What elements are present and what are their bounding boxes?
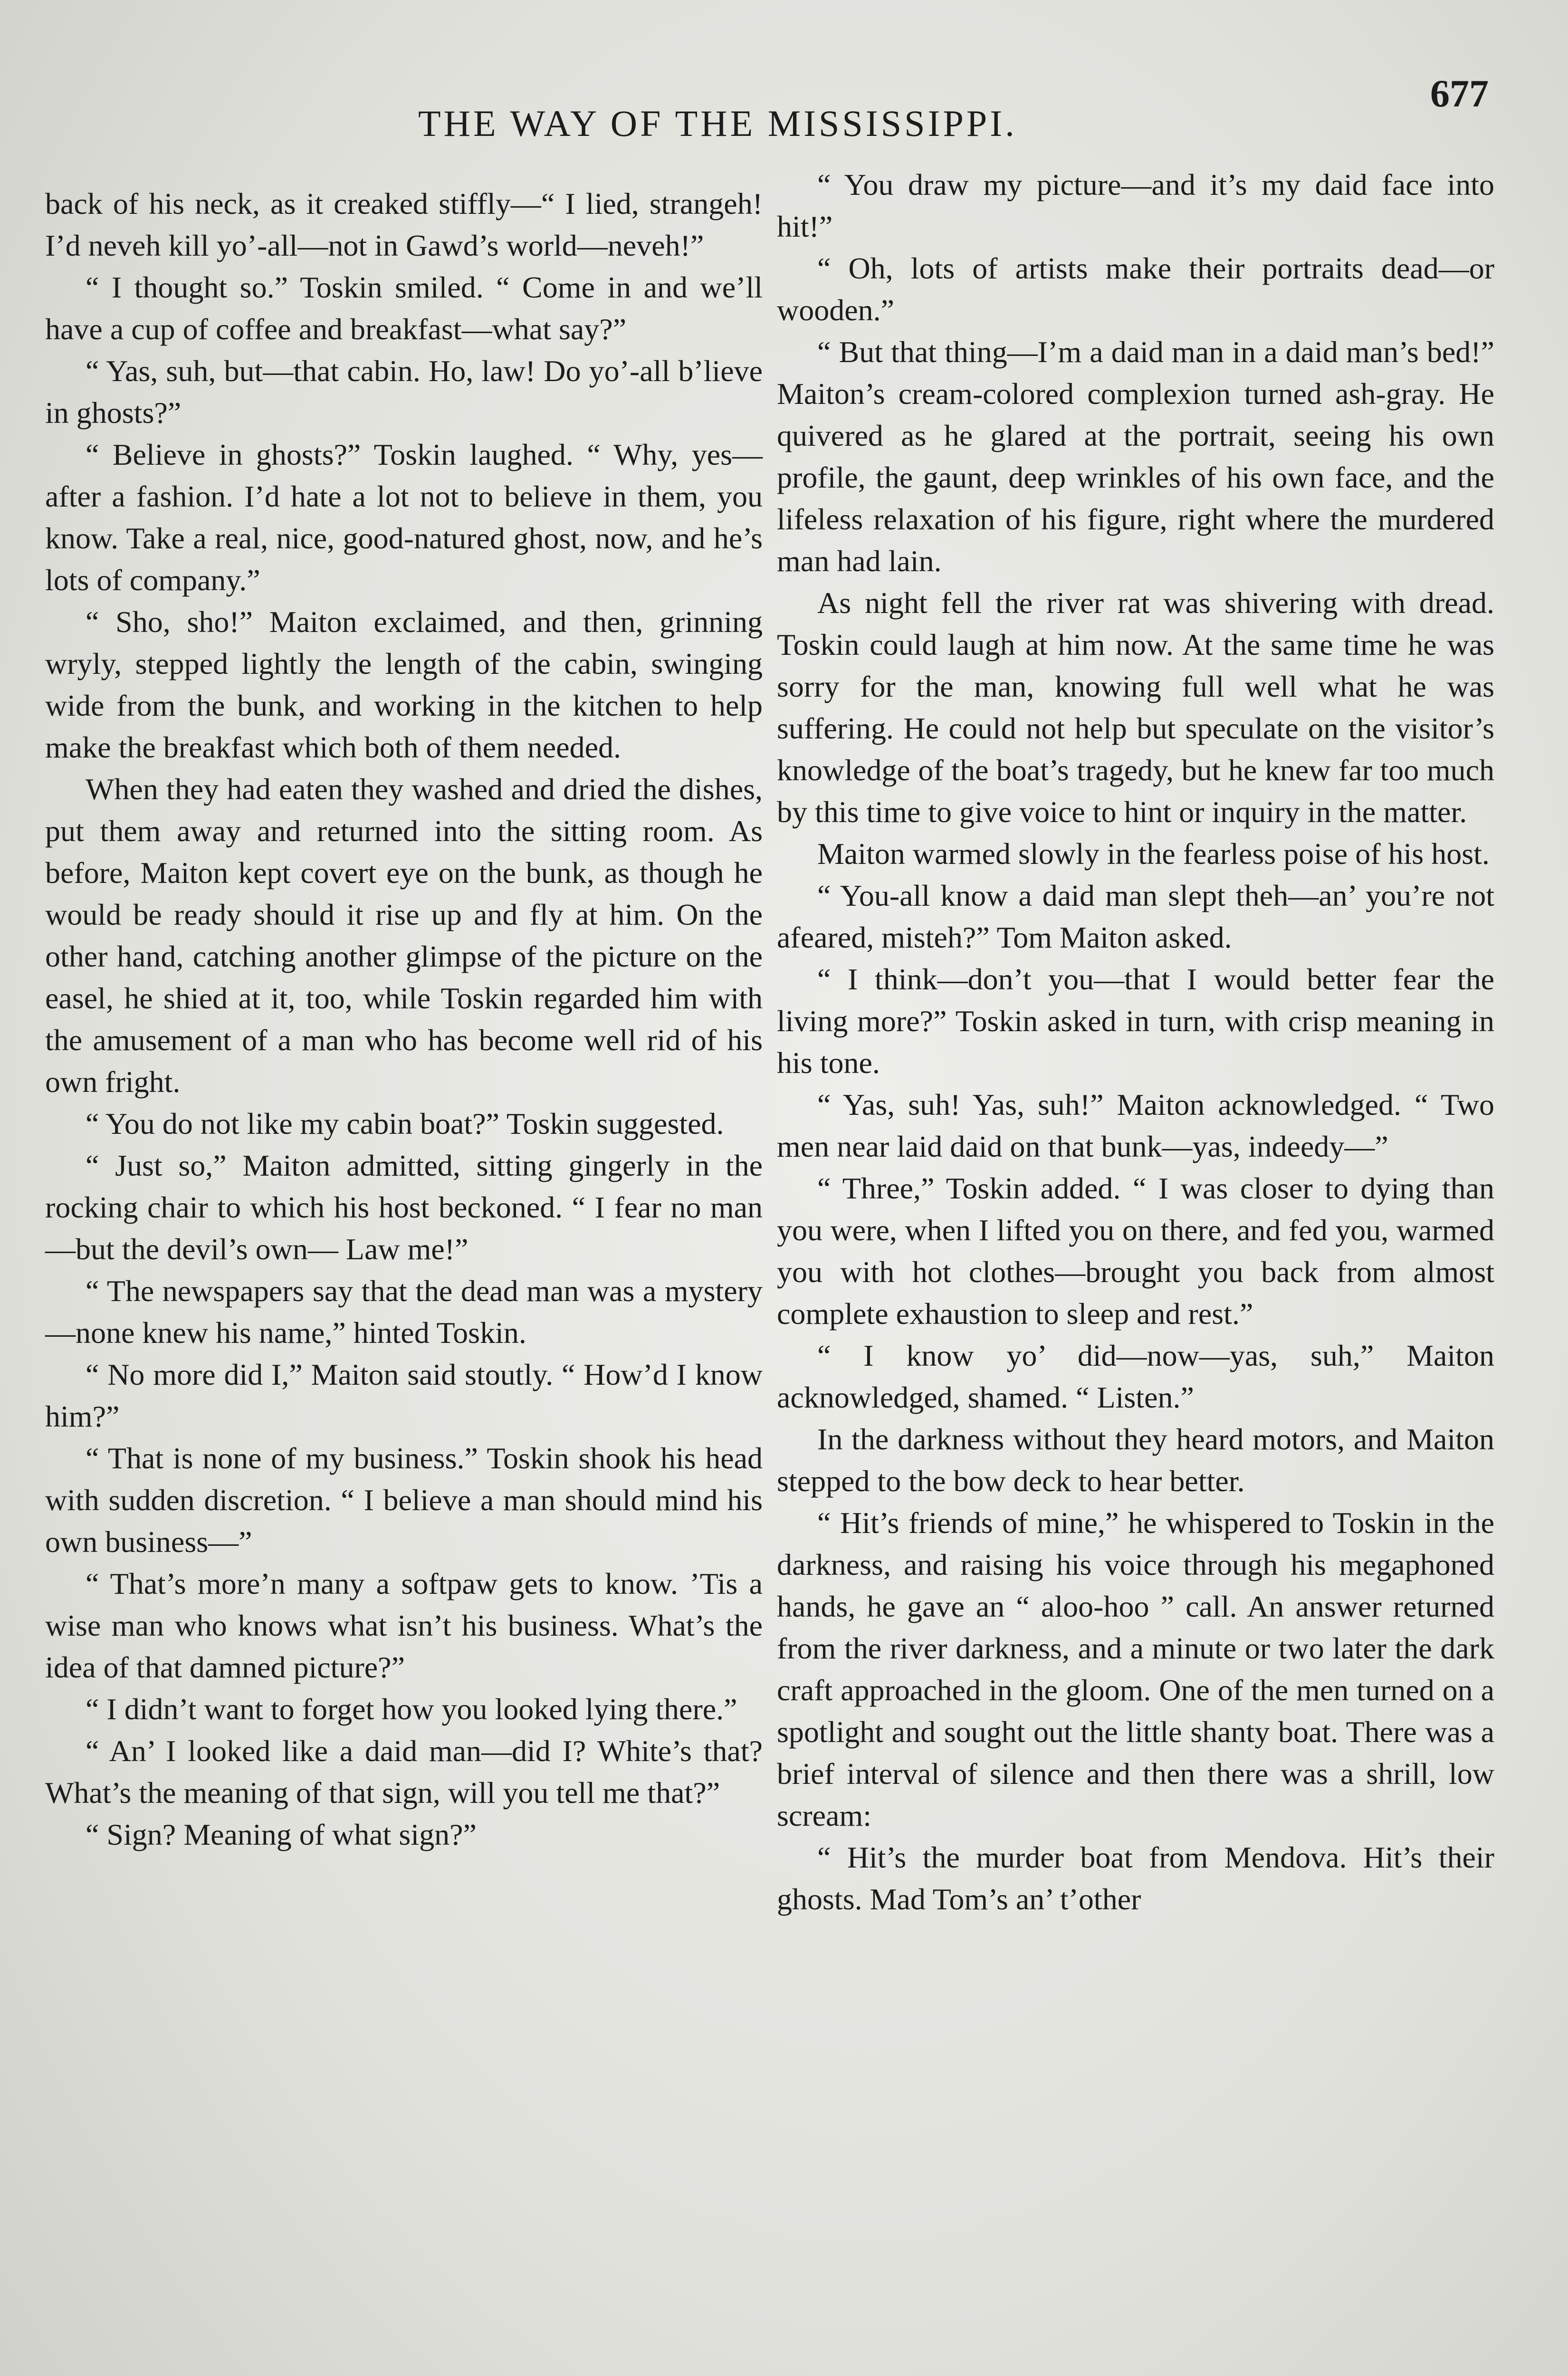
paragraph: “ Sign? Meaning of what sign?” <box>86 1818 477 1851</box>
paragraph: “ Oh, lots of artists make their portraits dead—or wooden.” <box>777 251 1494 327</box>
paragraph: “ Yas, suh, but—that cabin. Ho, law! Do yo’-all b’lieve in ghosts?” <box>45 354 763 430</box>
paragraph: “ I didn’t want to forget how you looked lying there.” <box>86 1692 737 1726</box>
paragraph: As night fell the river rat was shivering with dread. Toskin could laugh at him now. At the same time he was sorry for the man, knowing full well what he was suffering. He could not help but speculate on the visitor’s knowledge of the boat’s tragedy, but he knew far too much by this time to give voice to hint or inquiry in the matter. <box>777 586 1494 829</box>
paragraph: “ I know yo’ did—now—yas, suh,” Maiton acknowledged, shamed. “ Listen.” <box>777 1339 1494 1414</box>
right-column <box>777 164 1494 1920</box>
paragraph: Maiton warmed slowly in the fearless poise of his host. <box>817 837 1490 871</box>
paragraph: “ An’ I looked like a daid man—did I? White’s that? What’s the meaning of that sign, will you tell me that?” <box>45 1734 763 1810</box>
paragraph: “ I think—don’t you—that I would better fear the living more?” Toskin asked in turn, with crisp meaning in his tone. <box>777 962 1494 1080</box>
paragraph: “ Just so,” Maiton admitted, sitting gingerly in the rocking chair to which his host beckoned. “ I fear no man—but the devil’s own— Law me!” <box>45 1149 763 1266</box>
paragraph: “ I thought so.” Toskin smiled. “ Come in and we’ll have a cup of coffee and breakfast—what say?” <box>45 270 763 346</box>
paragraph: “ Three,” Toskin added. “ I was closer to dying than you were, when I lifted you on there, and fed you, warmed you with hot clothes—brought you back from almost complete exhaustion to sleep and rest.” <box>777 1171 1494 1331</box>
paragraph: “ That is none of my business.” Toskin shook his head with sudden discretion. “ I believe a man should mind his own business—” <box>45 1441 763 1559</box>
paragraph: “ Sho, sho!” Maiton exclaimed, and then, grinning wryly, stepped lightly the length of the cabin, swinging wide from the bunk, and working in the kitchen to help make the breakfast which both of them needed. <box>45 605 763 764</box>
paragraph: “ Hit’s friends of mine,” he whispered to Toskin in the darkness, and raising his voice through his megaphoned hands, he gave an “ aloo-hoo ” call. An answer returned from the river darkness, and a minute or two later the dark craft approached in the gloom. One of the men turned on a spotlight and sought out the little shanty boat. There was a brief interval of silence and then there was a shrill, low scream: <box>777 1506 1494 1832</box>
paragraph: back of his neck, as it creaked stiffly—“ I lied, strangeh! I’d neveh kill yo’-all—not in Gawd’s world—neveh!” <box>45 187 763 262</box>
paragraph: “ You do not like my cabin boat?” Toskin suggested. <box>86 1107 724 1140</box>
paragraph: “ That’s more’n many a softpaw gets to know. ’Tis a wise man who knows what isn’t his business. What’s the idea of that damned picture?” <box>45 1567 763 1684</box>
paragraph: “ The newspapers say that the dead man was a mystery—none knew his name,” hinted Toskin. <box>45 1274 763 1350</box>
running-title: THE WAY OF THE MISSISSIPPI. <box>418 103 1017 144</box>
paragraph: “ Believe in ghosts?” Toskin laughed. “ Why, yes—after a fashion. I’d hate a lot not to believe in them, you know. Take a real, nice, good-natured ghost, now, and he’s lots of company.” <box>45 438 763 597</box>
paragraph: “ Yas, suh! Yas, suh!” Maiton acknowledged. “ Two men near laid daid on that bunk—yas, indeedy—” <box>777 1088 1494 1163</box>
paragraph: “ You draw my picture—and it’s my daid face into hit!” <box>777 168 1494 243</box>
paragraph: In the darkness without they heard motors, and Maiton stepped to the bow deck to hear better. <box>777 1422 1494 1498</box>
paragraph: “ But that thing—I’m a daid man in a daid man’s bed!” Maiton’s cream-colored complexion turned ash-gray. He quivered as he glared at the portrait, seeing his own profile, the gaunt, deep wrinkles of his own face, and the lifeless relaxation of his figure, right where the murdered man had lain. <box>777 335 1494 578</box>
paragraph: “ You-all know a daid man slept theh—an’ you’re not afeared, misteh?” Tom Maiton asked. <box>777 879 1494 954</box>
page-number: 677 <box>1430 72 1489 115</box>
paragraph: “ Hit’s the murder boat from Mendova. Hit’s their ghosts. Mad Tom’s an’ t’other <box>777 1840 1494 1916</box>
paragraph: “ No more did I,” Maiton said stoutly. “ How’d I know him?” <box>45 1358 763 1433</box>
paragraph: When they had eaten they washed and dried the dishes, put them away and returned into the sitting room. As before, Maiton kept covert eye on the bunk, as though he would be ready should it rise up and fly at him. On the other hand, catching another glimpse of the picture on the easel, he shied at it, too, while Toskin regarded him with the amusement of a man who has become well rid of his own fright. <box>45 772 763 1099</box>
left-column <box>45 183 763 1856</box>
